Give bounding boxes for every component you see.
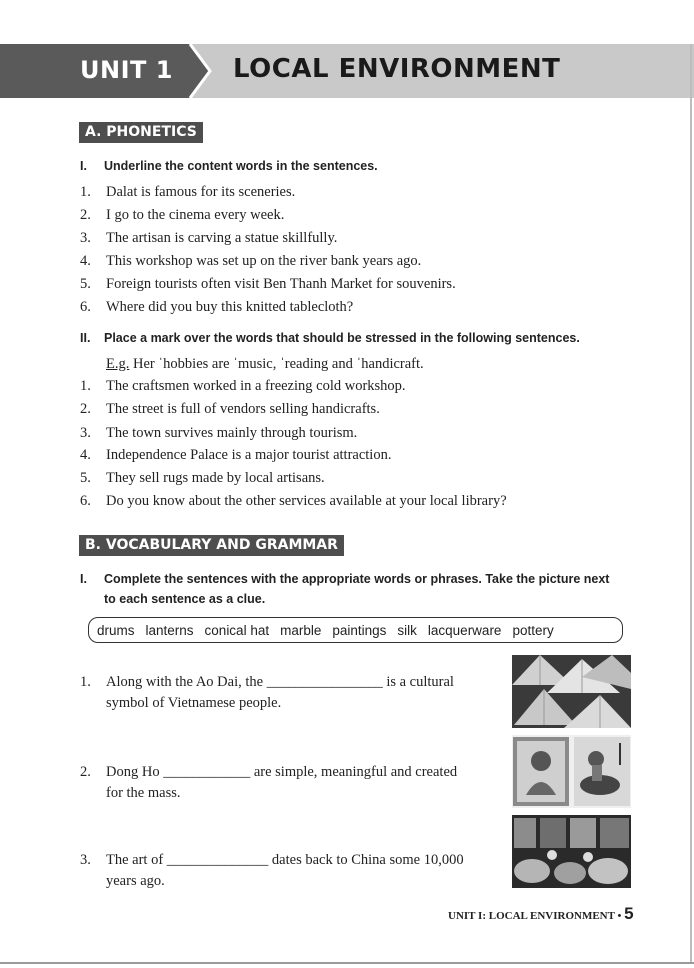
list-item: 3. The town survives mainly through tourism.: [80, 425, 358, 441]
task-a1-instruction: [80, 159, 378, 173]
footer-label: UNIT I: LOCAL ENVIRONMENT •: [448, 910, 625, 922]
list-item: 5. Foreign tourists often visit Ben Thanh Market for souvenirs.: [80, 276, 456, 292]
task-number: I.: [80, 159, 87, 173]
exercise-item: 3. The art of ______________ dates back to China some 10,000: [80, 852, 464, 868]
word-bank-item: paintings: [332, 622, 387, 638]
pottery-shop-photo: [512, 815, 631, 888]
unit-number: UNIT 1: [80, 56, 173, 84]
task-text: Underline the content words in the sentences.: [104, 159, 378, 173]
exercise-item-cont: years ago.: [106, 873, 165, 889]
page-edge-rule: [690, 44, 692, 964]
task-text: Place a mark over the words that should be stressed in the following sentences.: [104, 331, 580, 345]
page-bottom-rule: [0, 962, 694, 964]
example-text: Her ˈhobbies are ˈmusic, ˈreading and ˈhandicraft.: [129, 356, 424, 372]
section-a-heading: A. PHONETICS: [79, 122, 203, 143]
list-item: 4. Independence Palace is a major tourist attraction.: [80, 447, 392, 463]
list-item: 1. Dalat is famous for its sceneries.: [80, 184, 296, 200]
list-item: 2. I go to the cinema every week.: [80, 207, 285, 223]
word-bank-item: pottery: [512, 622, 554, 638]
task-number: I.: [80, 572, 87, 586]
list-item: 6. Do you know about the other services available at your local library?: [80, 493, 507, 509]
example-line: [106, 356, 424, 373]
list-item: 6. Where did you buy this knitted tablecloth?: [80, 299, 354, 315]
list-item: 4. This workshop was set up on the river bank years ago.: [80, 253, 422, 269]
section-b-heading: B. VOCABULARY AND GRAMMAR: [79, 535, 344, 556]
word-bank-item: silk: [397, 622, 417, 638]
list-item: 5. They sell rugs made by local artisans.: [80, 470, 325, 486]
word-bank-item: lacquerware: [427, 622, 502, 638]
task-a2-instruction: [80, 331, 580, 345]
chevron-right-icon: [176, 44, 216, 98]
page-footer: [448, 904, 634, 924]
list-item: 3. The artisan is carving a statue skillfully.: [80, 230, 338, 246]
word-bank: [88, 617, 623, 643]
task-text: Complete the sentences with the appropriate words or phrases. Take the picture next: [104, 572, 610, 586]
page-number: 5: [624, 904, 634, 923]
word-bank-item: lanterns: [145, 622, 194, 638]
list-item: 1. The craftsmen worked in a freezing cold workshop.: [80, 378, 406, 394]
task-number: II.: [80, 331, 91, 345]
page-title: LOCAL ENVIRONMENT: [233, 54, 561, 84]
exercise-item-cont: symbol of Vietnamese people.: [106, 695, 282, 711]
task-b1-instruction-cont: to each sentence as a clue.: [104, 592, 266, 606]
example-label: E.g.: [106, 356, 130, 372]
task-b1-instruction: [80, 572, 609, 586]
exercise-item-cont: for the mass.: [106, 785, 181, 801]
list-item: 2. The street is full of vendors selling handicrafts.: [80, 401, 380, 417]
conical-hats-photo: [512, 655, 631, 728]
exercise-item: 1. Along with the Ao Dai, the ________________ is a cultural: [80, 674, 454, 690]
word-bank-item: conical hat: [204, 622, 270, 638]
dong-ho-paintings-photo: [512, 735, 631, 808]
exercise-item: 2. Dong Ho ____________ are simple, meaningful and created: [80, 764, 458, 780]
word-bank-item: drums: [97, 622, 135, 638]
word-bank-item: marble: [280, 622, 322, 638]
